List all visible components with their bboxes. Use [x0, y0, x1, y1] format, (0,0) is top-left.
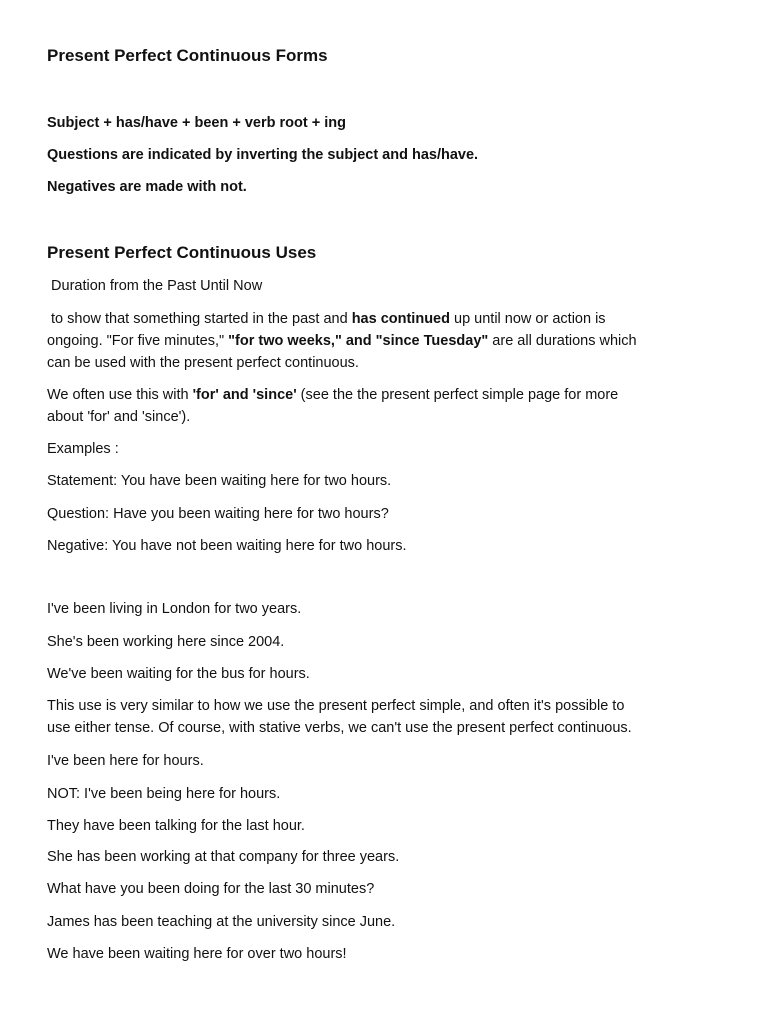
uses-para1-line1 — [47, 308, 737, 330]
uses-para2-line2: about 'for' and 'since'). — [47, 409, 191, 425]
example-sentence: She has been working at that company for three years. — [47, 849, 400, 865]
uses-subtitle — [47, 275, 737, 297]
para1-bold-1: has continued — [351, 311, 450, 327]
note-line-2: use either tense. Of course, with stative verbs, we can't use the present perfect continuous. — [47, 720, 632, 736]
para1-text-4: are all durations which — [488, 333, 637, 349]
example-sentence: They have been talking for the last hour. — [47, 818, 305, 834]
example-sentence: James has been teaching at the university since June. — [47, 914, 396, 930]
example-sentence: NOT: I've been being here for hours. — [47, 786, 281, 802]
example-statement: Statement: You have been waiting here for two hours. — [47, 473, 392, 489]
example-negative: Negative: You have not been waiting here for two hours. — [47, 538, 407, 554]
uses-para1-line3: can be used with the present perfect continuous. — [47, 355, 359, 371]
example-question: Question: Have you been waiting here for two hours? — [47, 506, 389, 522]
para1-bold-2: "for two weeks," and "since Tuesday" — [228, 333, 489, 349]
forms-formula: Subject + has/have + been + verb root + ing — [47, 115, 346, 131]
para1-text-1: to show that something started in the past and — [47, 311, 352, 327]
examples-label: Examples : — [47, 441, 119, 457]
uses-para2-line1 — [47, 384, 737, 406]
forms-heading: Present Perfect Continuous Forms — [47, 46, 328, 65]
example-sentence: We have been waiting here for over two hours! — [47, 946, 347, 962]
forms-questions-rule: Questions are indicated by inverting the subject and has/have. — [47, 147, 479, 163]
para1-text-3: ongoing. "For five minutes," — [47, 333, 229, 349]
example-sentence: We've been waiting for the bus for hours. — [47, 666, 310, 682]
uses-heading: Present Perfect Continuous Uses — [47, 243, 317, 262]
forms-negatives-rule: Negatives are made with not. — [47, 179, 247, 195]
uses-subtitle-text: Duration from the Past Until Now — [47, 278, 263, 294]
note-line-1: This use is very similar to how we use the present perfect simple, and often it's possible to — [47, 698, 625, 714]
example-sentence: I've been living in London for two years. — [47, 601, 302, 617]
para2-text-2: (see the the present perfect simple page for more — [296, 387, 619, 403]
example-sentence: What have you been doing for the last 30 minutes? — [47, 881, 375, 897]
uses-para1-line2 — [47, 330, 737, 352]
para1-text-2: up until now or action is — [449, 311, 606, 327]
example-sentence: She's been working here since 2004. — [47, 634, 285, 650]
para2-text-1: We often use this with — [47, 387, 193, 403]
example-sentence: I've been here for hours. — [47, 753, 204, 769]
para2-bold-1: 'for' and 'since' — [192, 387, 297, 403]
